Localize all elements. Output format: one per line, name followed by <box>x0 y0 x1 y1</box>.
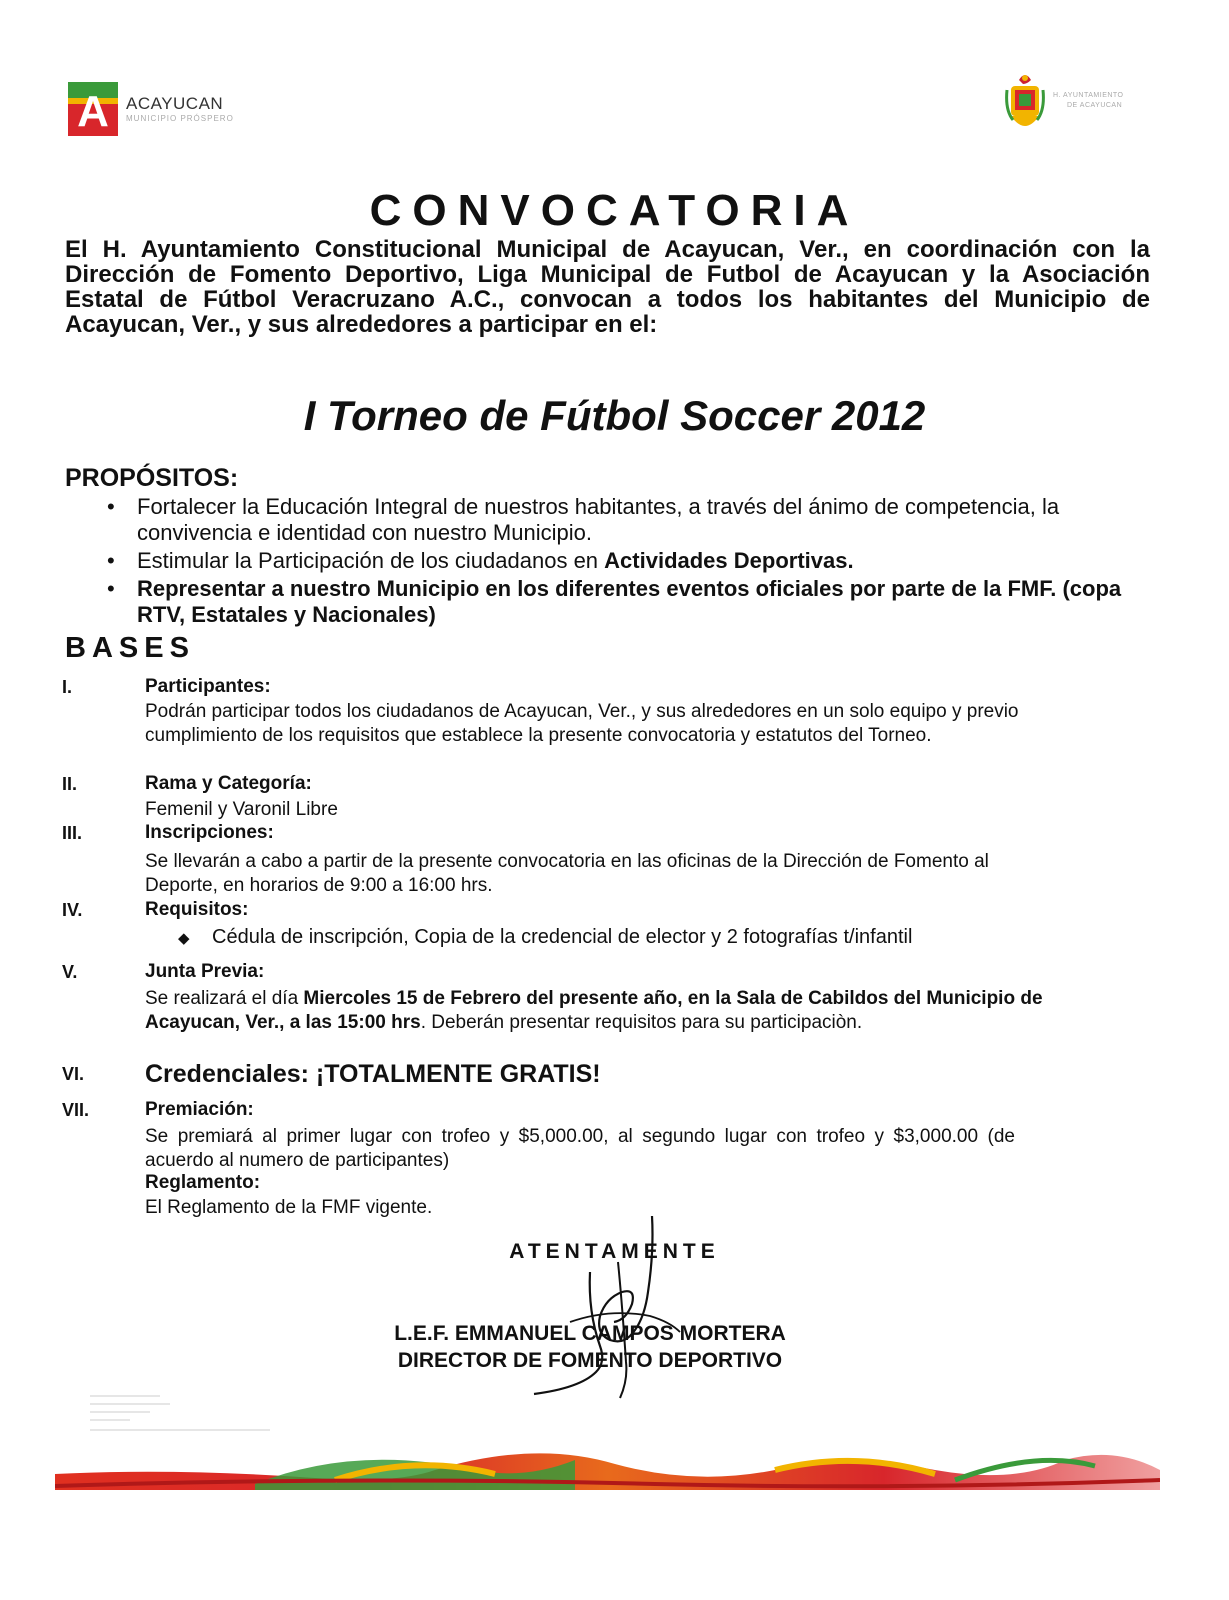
handwritten-signature <box>530 1212 690 1402</box>
base-number: IV. <box>62 900 83 920</box>
base-heading: Credenciales: ¡TOTALMENTE GRATIS! <box>145 1060 601 1088</box>
logo-name: ACAYUCAN <box>126 94 224 113</box>
logo-letter: A <box>77 87 109 136</box>
ayuntamiento-seal <box>1005 70 1145 138</box>
document-title: CONVOCATORIA <box>369 186 860 235</box>
base-body: Podrán participar todos los ciudadanos de Acayucan, Ver., y sus alrededores en un solo equipo y previo cumplimiento de los requisitos que establece la presente convocatoria y estatutos del Torneo. <box>145 701 1019 746</box>
base-body: Se realizará el día Miercoles 15 de Febrero del presente año, en la Sala de Cabildos del Municipio de Acayucan, Ver., a las 15:00 hrs. Deberán presentar requisitos para su participaciòn. <box>145 988 1043 1033</box>
base-number: I. <box>62 677 73 697</box>
propositos-heading: PROPÓSITOS: <box>65 464 239 492</box>
seal-label-2: DE ACAYUCAN <box>1067 102 1123 109</box>
seal-label-1: H. AYUNTAMIENTO <box>1053 92 1124 99</box>
event-title: I Torneo de Fútbol Soccer 2012 <box>303 392 926 439</box>
base-heading: Participantes: <box>145 676 271 697</box>
base-heading: Requisitos: <box>145 899 249 920</box>
proposito-item: • Representar a nuestro Municipio en los diferentes eventos oficiales por parte de la FMF. (copa RTV, Estatales y Nacionales) <box>107 576 1122 627</box>
base-number: VI. <box>62 1064 85 1084</box>
requisito-item: Cédula de inscripción, Copia de la credencial de elector y 2 fotografías t/infantil <box>212 926 913 948</box>
coat-of-arms-icon <box>1005 70 1045 136</box>
bases-heading: BASES <box>65 632 195 664</box>
base-number: III. <box>62 823 83 843</box>
proposito-item: • Fortalecer la Educación Integral de nuestros habitantes, a través del ánimo de competencia, la convivencia e identidad con nuestro Municipio. <box>107 494 1060 545</box>
footer-decorative-band <box>55 1440 1160 1490</box>
acayucan-logo <box>68 80 268 140</box>
base-heading: Rama y Categoría: <box>145 773 312 794</box>
base-heading: Premiación: <box>145 1099 254 1120</box>
base-body: Femenil y Varonil Libre <box>145 799 338 820</box>
acayucan-logo-mark <box>68 82 118 136</box>
bullet-icon: • <box>107 494 115 519</box>
base-heading: Inscripciones: <box>145 822 274 843</box>
closing-atentamente: ATENTAMENTE <box>509 1240 720 1263</box>
reglamento-body: El Reglamento de la FMF vigente. <box>145 1197 433 1218</box>
faint-stamp <box>90 1390 290 1440</box>
diamond-bullet-icon: ◆ <box>178 930 190 947</box>
propositos-list <box>65 494 1150 628</box>
base-body: Se llevarán a cabo a partir de la presente convocatoria en las oficinas de la Dirección de Fomento al Deporte, en horarios de 9:00 a 16:00 hrs. <box>145 851 989 896</box>
signer-name: L.E.F. EMMANUEL CAMPOS MORTERA <box>394 1322 786 1345</box>
base-heading: Junta Previa: <box>145 961 265 982</box>
bullet-icon: • <box>107 548 115 573</box>
proposito-item: • Estimular la Participación de los ciudadanos en Actividades Deportivas. <box>107 548 854 573</box>
logo-tagline: MUNICIPIO PRÓSPERO <box>126 114 234 123</box>
base-number: II. <box>62 774 78 794</box>
base-body: Se premiará al primer lugar con trofeo y $5,000.00, al segundo lugar con trofeo y $3,000.00 (de acuerdo al numero de participantes) <box>145 1126 1015 1171</box>
base-number: V. <box>62 962 78 982</box>
signer-title: DIRECTOR DE FOMENTO DEPORTIVO <box>397 1349 783 1372</box>
reglamento-heading: Reglamento: <box>145 1172 261 1193</box>
bullet-icon: • <box>107 576 115 601</box>
base-number: VII. <box>62 1100 90 1120</box>
intro-paragraph: El H. Ayuntamiento Constitucional Municipal de Acayucan, Ver., en coordinación con la Dirección de Fomento Deportivo, Liga Municipal de Futbol de Acayucan y la Asociación Estatal de Fútbol Veracruzano A.C., convocan a todos los habitantes del Municipio de Acayucan, Ver., y sus alrededores a participar en el: <box>65 236 1150 338</box>
